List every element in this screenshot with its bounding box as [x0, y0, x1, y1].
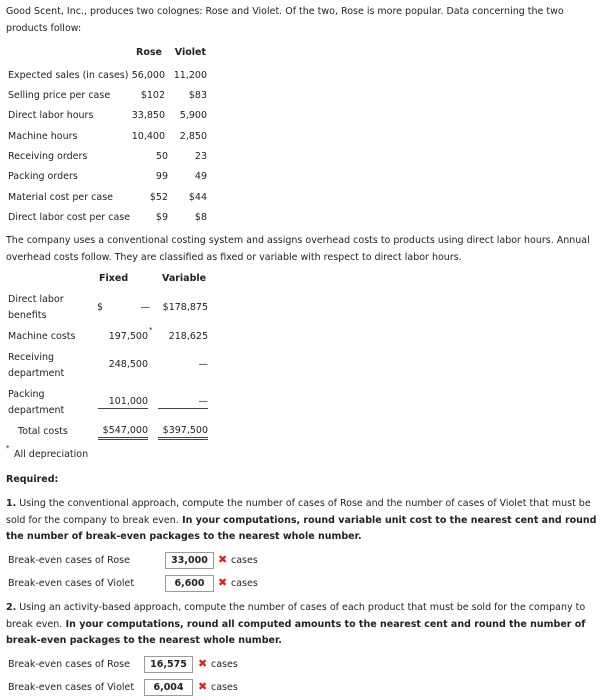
cell-rose: $102	[140, 90, 165, 101]
cell-violet: $8	[194, 212, 207, 223]
footnote-text: All depreciation	[14, 449, 89, 460]
answer-input-violet[interactable]: 6,600	[165, 575, 214, 592]
cell-violet: 2,850	[179, 131, 207, 142]
cell-violet: $83	[188, 90, 207, 101]
footnote-marker: *	[6, 444, 10, 452]
overhead-intro-text: The company uses a conventional costing system and assigns overhead costs to products using direct labor hours. Annual overhead costs follow. They are classified as fixed or variable with respect to direct labor hours.	[6, 235, 590, 263]
answer-unit: cases	[231, 555, 258, 566]
cell-fixed: —	[140, 302, 150, 313]
footnote-marker: *	[149, 326, 153, 334]
answer-unit: cases	[211, 682, 238, 693]
question-number: 2.	[6, 602, 17, 613]
column-header-fixed: Fixed	[99, 273, 129, 284]
answer-unit: cases	[231, 578, 258, 589]
cell-violet: 23	[194, 151, 207, 162]
row-label: Expected sales (in cases)	[8, 70, 129, 81]
cell-fixed: 101,000	[98, 396, 148, 409]
answer-input-rose[interactable]: 16,575	[144, 656, 193, 673]
question-1-text	[6, 496, 602, 546]
row-label: Direct labor benefits	[8, 294, 64, 321]
row-label-total: Total costs	[18, 426, 68, 437]
cell-violet: 5,900	[179, 110, 207, 121]
answer-label: Break-even cases of Violet	[8, 578, 135, 589]
answer-input-violet[interactable]: 6,004	[144, 679, 193, 696]
required-heading: Required:	[6, 474, 59, 485]
cell-rose: 99	[155, 171, 168, 182]
row-label: Direct labor hours	[8, 110, 94, 121]
cell-rose: 50	[155, 151, 168, 162]
cell-fixed: 248,500	[108, 359, 148, 370]
row-label: Selling price per case	[8, 90, 111, 101]
cell-variable: $178,875	[162, 302, 208, 313]
row-label: Packing orders	[8, 171, 78, 182]
row-label: Machine hours	[8, 131, 78, 142]
question-instruction: In your computations, round variable unit cost to the nearest cent and round the number of break-even packages to the nearest whole number.	[6, 514, 597, 542]
cell-fixed-total: $547,000	[98, 425, 148, 440]
row-label: Packing department	[8, 389, 65, 416]
answer-input-rose[interactable]: 33,000	[165, 552, 214, 569]
answer-label: Break-even cases of Violet	[8, 682, 135, 693]
cell-rose: 56,000	[131, 70, 165, 81]
question-body: Using an activity-based approach, compute the number of cases of each product that must be sold for the company to break even.	[6, 602, 586, 630]
answer-label: Break-even cases of Rose	[8, 555, 130, 566]
incorrect-icon: ✖	[218, 576, 228, 589]
cell-rose: 33,850	[131, 110, 165, 121]
column-header-variable: Variable	[162, 273, 207, 284]
cell-violet: 49	[194, 171, 207, 182]
incorrect-icon: ✖	[218, 553, 228, 566]
question-number: 1.	[6, 498, 17, 509]
question-2-text	[6, 600, 602, 650]
cell-variable: 218,625	[168, 331, 208, 342]
cell-variable: —	[158, 396, 208, 409]
incorrect-icon: ✖	[198, 680, 208, 693]
answer-unit: cases	[211, 659, 238, 670]
column-header-rose: Rose	[136, 47, 162, 58]
cell-variable: —	[198, 359, 208, 370]
intro-text: Good Scent, Inc., produces two colognes: Rose and Violet. Of the two, Rose is more popular. Data concerning the two products follow:	[6, 6, 564, 34]
cell-rose: 10,400	[131, 131, 165, 142]
cell-variable-total: $397,500	[158, 425, 208, 440]
row-label: Receiving orders	[8, 151, 88, 162]
column-header-violet: Violet	[174, 47, 206, 58]
question-instruction: In your computations, round all computed amounts to the nearest cent and round the number of break-even packages to the nearest whole number.	[6, 618, 586, 646]
cell-violet: 11,200	[173, 70, 207, 81]
fixed-dollar-sign: $	[97, 302, 104, 313]
cell-rose: $52	[149, 192, 168, 203]
cell-violet: $44	[188, 192, 207, 203]
row-label: Machine costs	[8, 331, 76, 342]
row-label: Direct labor cost per case	[8, 212, 131, 223]
row-label: Receiving department	[8, 352, 65, 379]
cell-rose: $9	[155, 212, 168, 223]
incorrect-icon: ✖	[198, 657, 208, 670]
row-label: Material cost per case	[8, 192, 113, 203]
answer-label: Break-even cases of Rose	[8, 659, 130, 670]
question-body: Using the conventional approach, compute the number of cases of Rose and the number of cases of Violet that must be sold for the company to break even.	[6, 498, 591, 526]
cell-fixed: 197,500	[108, 331, 148, 342]
